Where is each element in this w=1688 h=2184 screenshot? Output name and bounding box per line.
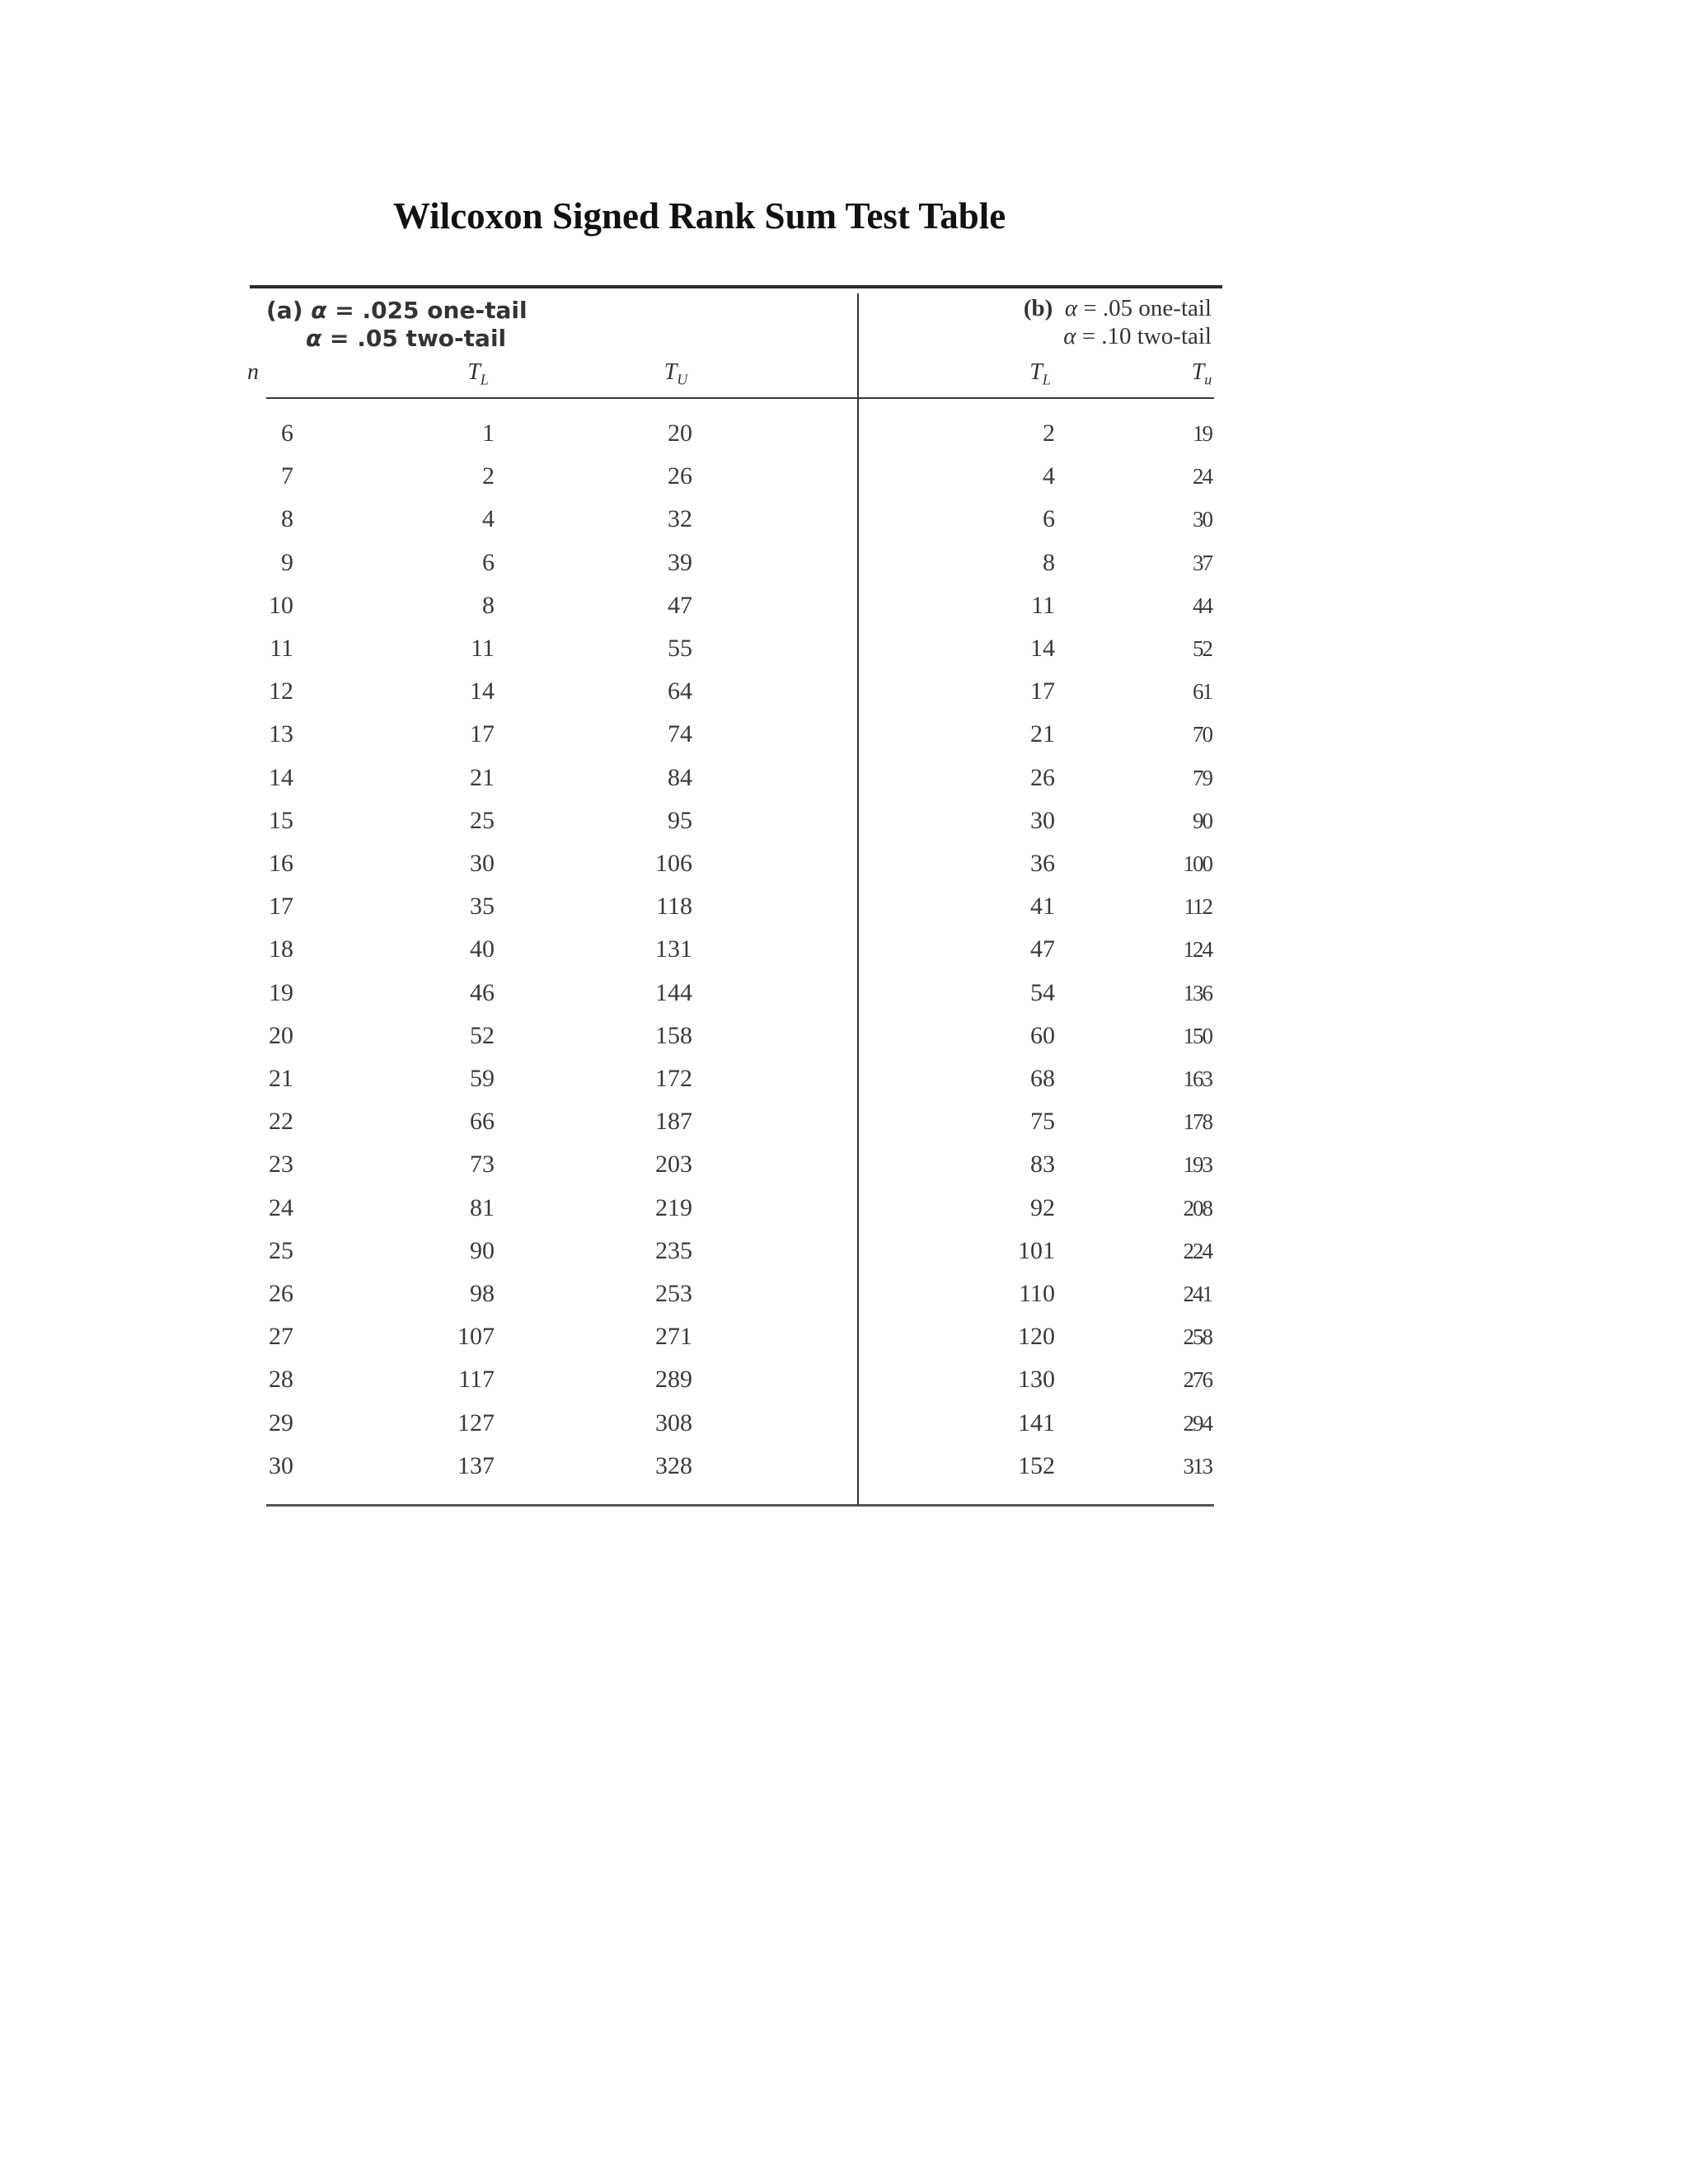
cell-b-lower: 14 <box>1030 635 1055 662</box>
cell-a-lower: 107 <box>457 1323 495 1351</box>
cell-a-upper: 203 <box>655 1151 692 1179</box>
section-a-alpha-symbol: α <box>311 297 327 324</box>
cell-n: 25 <box>269 1236 293 1264</box>
cell-b-lower: 152 <box>1018 1451 1055 1479</box>
cell-n: 13 <box>269 720 293 748</box>
cell-b-upper: 37 <box>1193 550 1212 575</box>
column-header-a-lower-sub: L <box>480 371 489 388</box>
cell-a-upper: 219 <box>655 1193 692 1221</box>
table-row <box>0 541 1688 584</box>
cell-a-upper: 39 <box>668 548 692 576</box>
cell-a-lower: 137 <box>457 1451 495 1479</box>
cell-b-lower: 110 <box>1019 1280 1055 1307</box>
cell-n: 21 <box>269 1065 293 1092</box>
cell-n: 27 <box>269 1323 293 1351</box>
table-row <box>0 885 1688 928</box>
table-bottom-rule <box>266 1504 1214 1507</box>
cell-b-upper: 258 <box>1183 1324 1212 1350</box>
cell-b-upper: 24 <box>1193 464 1212 490</box>
table-row <box>0 584 1688 627</box>
cell-b-lower: 11 <box>1031 591 1055 619</box>
cell-a-upper: 55 <box>668 635 692 662</box>
cell-n: 7 <box>281 462 293 490</box>
cell-n: 9 <box>281 548 293 576</box>
cell-b-upper: 90 <box>1193 808 1212 833</box>
cell-a-upper: 328 <box>655 1451 692 1479</box>
cell-n: 18 <box>269 935 293 963</box>
cell-n: 15 <box>269 806 293 834</box>
page-title: Wilcoxon Signed Rank Sum Test Table <box>393 195 1006 237</box>
cell-b-upper: 241 <box>1183 1282 1212 1306</box>
cell-b-lower: 83 <box>1030 1151 1055 1179</box>
column-header-b-upper-sub: u <box>1204 371 1212 388</box>
cell-a-upper: 47 <box>668 591 692 619</box>
cell-a-lower: 59 <box>470 1065 495 1092</box>
section-a-header-line2 <box>306 325 506 352</box>
cell-a-lower: 90 <box>470 1236 495 1264</box>
cell-a-upper: 106 <box>655 850 692 877</box>
cell-b-upper: 224 <box>1183 1238 1212 1263</box>
cell-b-lower: 141 <box>1018 1408 1055 1436</box>
section-a-alpha-two-tail: = .05 two-tail <box>330 325 507 352</box>
table-row <box>0 1445 1688 1488</box>
cell-n: 8 <box>281 505 293 533</box>
section-b-header-line1 <box>1022 295 1212 322</box>
cell-a-lower: 14 <box>470 677 495 705</box>
table-row <box>0 713 1688 756</box>
cell-b-upper: 193 <box>1183 1152 1212 1178</box>
cell-b-upper: 52 <box>1193 636 1212 661</box>
section-b-alpha-one-tail: = .05 one-tail <box>1083 295 1212 321</box>
cell-a-lower: 2 <box>482 462 495 490</box>
cell-a-upper: 26 <box>668 462 692 490</box>
cell-b-upper: 30 <box>1193 507 1212 532</box>
column-header-a-upper <box>643 359 709 389</box>
cell-a-lower: 117 <box>458 1366 495 1394</box>
cell-b-lower: 68 <box>1030 1065 1055 1092</box>
cell-b-upper: 276 <box>1183 1367 1212 1393</box>
cell-a-lower: 46 <box>470 978 495 1006</box>
table-row <box>0 1358 1688 1401</box>
cell-b-upper: 294 <box>1183 1410 1212 1436</box>
cell-n: 10 <box>269 591 293 619</box>
table-row <box>0 1315 1688 1358</box>
section-b-header-line2 <box>1022 323 1212 350</box>
table-row <box>0 1402 1688 1445</box>
cell-b-lower: 4 <box>1043 462 1055 490</box>
cell-a-lower: 81 <box>470 1193 495 1221</box>
cell-b-lower: 130 <box>1018 1366 1055 1394</box>
column-header-a-upper-sub: U <box>677 371 688 388</box>
section-a-label: (a) <box>266 297 303 324</box>
section-a-alpha-symbol-2: α <box>306 325 322 352</box>
cell-b-lower: 21 <box>1030 720 1055 748</box>
cell-a-lower: 40 <box>470 935 495 963</box>
cell-b-upper: 208 <box>1183 1195 1212 1221</box>
cell-n: 17 <box>269 893 293 921</box>
column-header-b-lower-sub: L <box>1042 371 1051 388</box>
cell-n: 11 <box>270 635 293 662</box>
column-header-b-upper <box>1169 359 1235 389</box>
cell-a-upper: 187 <box>655 1108 692 1136</box>
cell-n: 12 <box>269 677 293 705</box>
cell-n: 19 <box>269 978 293 1006</box>
table-row <box>0 842 1688 885</box>
cell-n: 23 <box>269 1151 293 1179</box>
table-row <box>0 412 1688 455</box>
cell-a-upper: 235 <box>655 1236 692 1264</box>
cell-b-upper: 19 <box>1193 421 1212 446</box>
section-b-label: (b) <box>1023 295 1053 321</box>
cell-b-lower: 6 <box>1043 505 1055 533</box>
cell-a-lower: 52 <box>470 1021 495 1049</box>
section-b-alpha-two-tail: = .10 two-tail <box>1081 323 1212 349</box>
column-header-n <box>247 359 280 386</box>
cell-a-lower: 35 <box>470 893 495 921</box>
cell-a-upper: 131 <box>655 935 692 963</box>
section-b-alpha-symbol-2: α <box>1063 323 1076 349</box>
cell-a-upper: 84 <box>668 763 692 791</box>
table-top-rule <box>250 285 1222 288</box>
cell-b-lower: 26 <box>1030 763 1055 791</box>
cell-n: 28 <box>269 1366 293 1394</box>
cell-b-upper: 61 <box>1193 679 1212 705</box>
cell-a-upper: 74 <box>668 720 692 748</box>
cell-a-lower: 1 <box>482 419 495 447</box>
cell-b-upper: 136 <box>1183 980 1212 1005</box>
cell-b-lower: 47 <box>1030 935 1055 963</box>
table-row <box>0 1230 1688 1272</box>
cell-a-lower: 98 <box>470 1280 495 1307</box>
cell-a-lower: 66 <box>470 1108 495 1136</box>
table-row <box>0 498 1688 541</box>
cell-a-upper: 32 <box>668 505 692 533</box>
cell-a-upper: 308 <box>655 1408 692 1436</box>
cell-b-lower: 101 <box>1018 1236 1055 1264</box>
table-row <box>0 972 1688 1015</box>
table-row <box>0 455 1688 498</box>
cell-a-lower: 8 <box>482 591 495 619</box>
cell-a-upper: 289 <box>655 1366 692 1394</box>
column-header-a-lower <box>445 359 511 389</box>
cell-a-lower: 30 <box>470 850 495 877</box>
column-header-n-label: n <box>247 359 259 385</box>
cell-a-upper: 158 <box>655 1021 692 1049</box>
table-row <box>0 670 1688 713</box>
cell-b-lower: 2 <box>1043 419 1055 447</box>
cell-b-upper: 124 <box>1183 937 1212 963</box>
cell-n: 16 <box>269 850 293 877</box>
cell-n: 20 <box>269 1021 293 1049</box>
table-row <box>0 1272 1688 1315</box>
table-row <box>0 757 1688 799</box>
cell-a-upper: 20 <box>668 419 692 447</box>
table-header-rule <box>266 397 1214 399</box>
section-a-alpha-one-tail: = .025 one-tail <box>335 297 528 324</box>
table-row <box>0 1143 1688 1186</box>
table-row <box>0 627 1688 670</box>
column-header-a-upper-label: T <box>663 359 678 385</box>
table-row <box>0 1100 1688 1143</box>
cell-b-upper: 178 <box>1183 1109 1212 1135</box>
cell-a-upper: 64 <box>668 677 692 705</box>
column-header-b-upper-label: T <box>1191 359 1205 385</box>
table-row <box>0 1057 1688 1100</box>
cell-a-lower: 17 <box>470 720 495 748</box>
cell-b-upper: 112 <box>1184 894 1212 920</box>
cell-b-upper: 44 <box>1193 593 1212 618</box>
cell-n: 22 <box>269 1108 293 1136</box>
cell-b-upper: 313 <box>1183 1453 1212 1479</box>
table-row <box>0 928 1688 971</box>
cell-b-lower: 8 <box>1043 548 1055 576</box>
cell-a-lower: 21 <box>470 763 495 791</box>
cell-a-lower: 4 <box>482 505 495 533</box>
cell-a-upper: 172 <box>655 1065 692 1092</box>
section-b-alpha-symbol: α <box>1064 295 1078 321</box>
cell-b-lower: 92 <box>1030 1193 1055 1221</box>
cell-b-lower: 30 <box>1030 806 1055 834</box>
cell-a-upper: 118 <box>656 893 692 921</box>
cell-b-lower: 75 <box>1030 1108 1055 1136</box>
cell-b-lower: 41 <box>1030 893 1055 921</box>
cell-n: 30 <box>269 1451 293 1479</box>
cell-n: 6 <box>281 419 293 447</box>
cell-a-upper: 144 <box>655 978 692 1006</box>
cell-b-lower: 54 <box>1030 978 1055 1006</box>
cell-b-lower: 60 <box>1030 1021 1055 1049</box>
cell-a-upper: 95 <box>668 806 692 834</box>
cell-b-upper: 70 <box>1193 722 1212 748</box>
cell-b-upper: 100 <box>1183 851 1212 876</box>
cell-a-lower: 6 <box>482 548 495 576</box>
table-row <box>0 1187 1688 1230</box>
cell-n: 14 <box>269 763 293 791</box>
cell-b-upper: 79 <box>1193 765 1212 790</box>
cell-b-upper: 163 <box>1183 1066 1212 1091</box>
column-header-a-lower-label: T <box>467 359 481 385</box>
cell-a-upper: 253 <box>655 1280 692 1307</box>
cell-n: 26 <box>269 1280 293 1307</box>
cell-n: 29 <box>269 1408 293 1436</box>
cell-a-lower: 73 <box>470 1151 495 1179</box>
cell-b-lower: 120 <box>1018 1323 1055 1351</box>
table-row <box>0 799 1688 842</box>
cell-b-lower: 36 <box>1030 850 1055 877</box>
table-row <box>0 1015 1688 1057</box>
cell-b-upper: 150 <box>1183 1023 1212 1048</box>
cell-a-lower: 127 <box>457 1408 495 1436</box>
column-header-b-lower <box>1007 359 1073 389</box>
cell-n: 24 <box>269 1193 293 1221</box>
cell-b-lower: 17 <box>1030 677 1055 705</box>
cell-a-upper: 271 <box>655 1323 692 1351</box>
cell-a-lower: 11 <box>471 635 495 662</box>
section-a-header-line1 <box>266 297 528 324</box>
cell-a-lower: 25 <box>470 806 495 834</box>
column-header-b-lower-label: T <box>1029 359 1043 385</box>
